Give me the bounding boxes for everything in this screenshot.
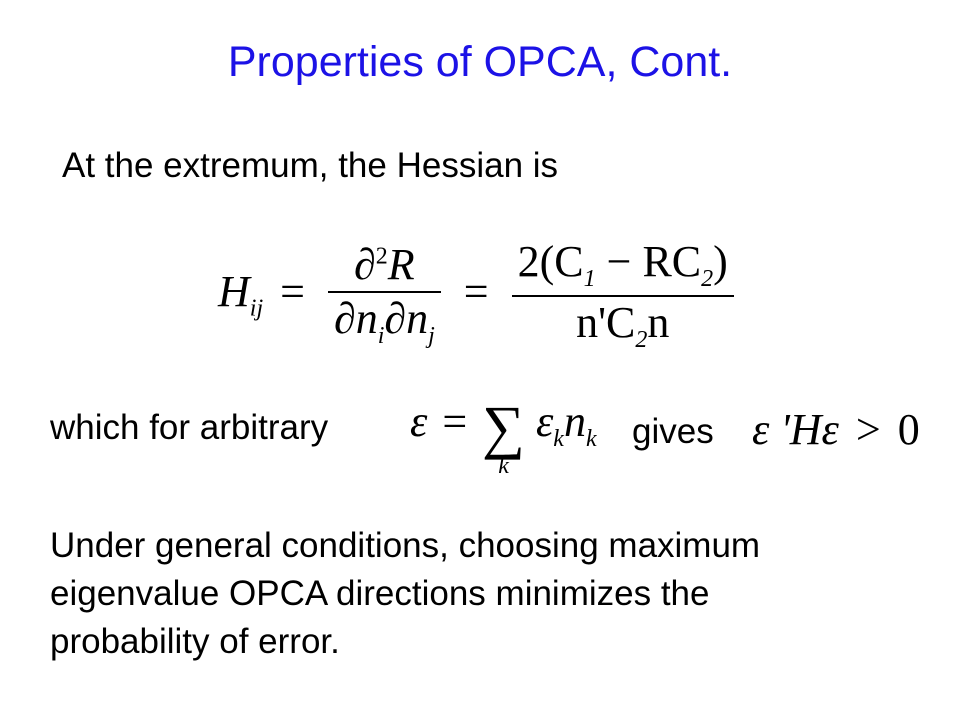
partial-power: 2 (375, 243, 388, 270)
epsilon-symbol: ε (821, 405, 839, 454)
k-subscript: k (553, 425, 564, 452)
fraction-denominator (570, 297, 675, 352)
r-symbol: R (387, 240, 415, 290)
conclusion-line: Under general conditions, choosing maximum (50, 526, 761, 565)
k-subscript: k (585, 425, 597, 452)
epsilon-sum-equation (410, 394, 597, 479)
summation (482, 394, 525, 479)
sum-index: k (498, 453, 509, 479)
denominator-part: n (647, 297, 670, 347)
conclusion-line: eigenvalue OPCA directions minimizes the (50, 574, 710, 613)
fraction-numerator (512, 237, 734, 295)
equals-sign: = (463, 266, 489, 316)
equals-sign: = (442, 397, 468, 446)
epsilon-h-term: ε 'H (752, 405, 822, 454)
quadratic-form-inequality (752, 405, 920, 454)
n-symbol: n (406, 294, 429, 344)
epsilon-symbol: ε (410, 397, 428, 446)
which-for-arbitrary-text: which for arbitrary (50, 408, 329, 447)
sigma-symbol: ∑ (482, 394, 525, 460)
c-subscript: 2 (701, 265, 714, 292)
hessian-lhs: H (218, 266, 250, 316)
hessian-equation (218, 237, 740, 353)
partial-symbol: ∂ (384, 294, 407, 344)
equals-sign: = (280, 266, 305, 316)
numerator-part: 2(C (517, 237, 584, 286)
second-derivative-fraction (328, 240, 441, 350)
partial-symbol: ∂ (354, 240, 376, 290)
epsilon-k-symbol: ε (535, 397, 554, 446)
zero-value: 0 (897, 405, 920, 454)
n-subscript: j (428, 323, 435, 350)
numerator-part: − RC (595, 237, 702, 286)
n-symbol: n (355, 294, 378, 344)
gives-text: gives (632, 412, 714, 451)
c-subscript: 2 (635, 326, 648, 353)
c-subscript: 1 (583, 265, 596, 292)
conclusion-paragraph (50, 522, 930, 666)
slide-title: Properties of OPCA, Cont. (227, 38, 733, 86)
partial-symbol: ∂ (333, 294, 356, 344)
intro-text: At the extremum, the Hessian is (62, 146, 559, 185)
denominator-part: n'C (576, 297, 636, 347)
fraction-denominator (328, 293, 441, 348)
numerator-part: ) (713, 237, 728, 286)
fraction-numerator (348, 240, 421, 291)
hessian-lhs-subscript: ij (249, 295, 264, 322)
n-subscript: i (377, 323, 385, 350)
n-k-symbol: n (563, 397, 586, 446)
conclusion-line: probability of error. (50, 622, 340, 661)
rayleigh-fraction (512, 237, 734, 353)
greater-than-sign: > (855, 405, 881, 454)
